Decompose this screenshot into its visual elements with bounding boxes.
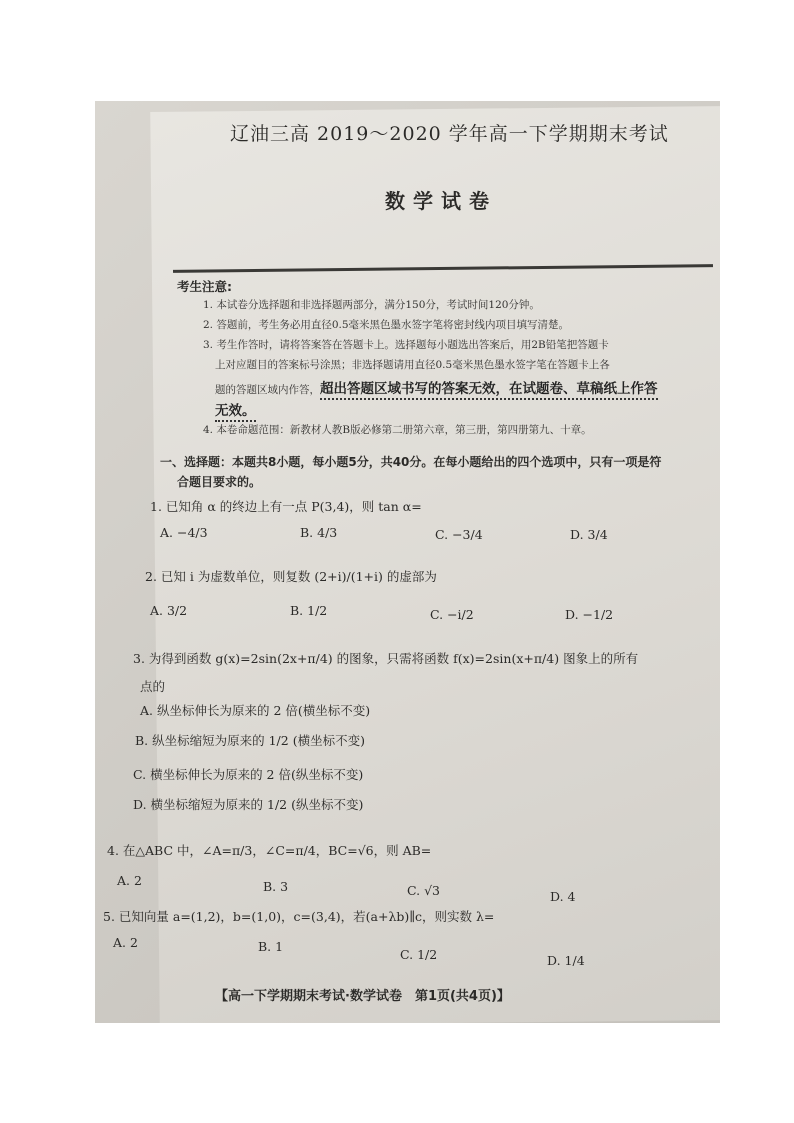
notice-heading: 考生注意: (177, 279, 232, 294)
q2-option-c: C. −i/2 (430, 607, 474, 622)
q4-option-c: C. √3 (407, 883, 440, 898)
q5-option-a: A. 2 (113, 935, 138, 950)
q1-option-a: A. −4/3 (160, 525, 208, 540)
notice-item-3d-emphasis: 无效。 (215, 403, 256, 422)
notice-item-3c-text: 题的答题区域内作答， (215, 384, 320, 396)
q1-option-b: B. 4/3 (300, 525, 338, 540)
q5-option-c: C. 1/2 (400, 947, 438, 962)
q4-stem: 4. 在△ABC 中，∠A=π/3，∠C=π/4，BC=√6，则 AB= (107, 843, 432, 858)
q2-option-b: B. 1/2 (290, 603, 328, 618)
q3-option-c: C. 横坐标伸长为原来的 2 倍(纵坐标不变) (133, 767, 364, 782)
notice-item-3a: 3. 考生作答时，请将答案答在答题卡上。选择题每小题选出答案后，用2B铅笔把答题卡 (203, 339, 609, 351)
notice-item-3d (215, 399, 256, 419)
section1-heading-line1: 一、选择题：本题共8小题，每小题5分，共40分。在每小题给出的四个选项中，只有一项是符 (160, 455, 662, 469)
q5-option-b: B. 1 (258, 939, 284, 954)
q2-option-d: D. −1/2 (565, 607, 614, 622)
subject-title: 数学试卷 (385, 189, 497, 213)
q4-option-d: D. 4 (550, 889, 576, 904)
q2-option-a: A. 3/2 (150, 603, 188, 618)
q3-stem-line1: 3. 为得到函数 g(x)=2sin(2x+π/4) 的图象，只需将函数 f(x)=2sin(x+π/4) 图象上的所有 (133, 651, 639, 666)
notice-item-1: 1. 本试卷分选择题和非选择题两部分，满分150分，考试时间120分钟。 (203, 299, 540, 311)
q3-option-a: A. 纵坐标伸长为原来的 2 倍(横坐标不变) (140, 703, 371, 718)
section1-heading-line2: 合题目要求的。 (177, 475, 262, 489)
notice-item-3c-emphasis: 超出答题区域书写的答案无效，在试题卷、草稿纸上作答 (320, 381, 658, 400)
q4-option-a: A. 2 (117, 873, 142, 888)
q5-stem: 5. 已知向量 a=(1,2)，b=(1,0)，c=(3,4)，若(a+λb)∥c，则实数 λ= (103, 909, 495, 924)
q1-option-c: C. −3/4 (435, 527, 483, 542)
q4-option-b: B. 3 (263, 879, 289, 894)
q3-option-b: B. 纵坐标缩短为原来的 1/2 (横坐标不变) (135, 733, 365, 748)
q3-stem-line2: 点的 (140, 679, 166, 694)
q3-option-d: D. 横坐标缩短为原来的 1/2 (纵坐标不变) (133, 797, 364, 812)
notice-item-3b: 上对应题目的答案标号涂黑；非选择题请用直径0.5毫米黑色墨水签字笔在答题卡上各 (215, 359, 610, 371)
exam-title: 辽油三高 2019～2020 学年高一下学期期末考试 (230, 123, 669, 145)
q1-option-d: D. 3/4 (570, 527, 608, 542)
q5-option-d: D. 1/4 (547, 953, 585, 968)
notice-item-2: 2. 答题前，考生务必用直径0.5毫米黑色墨水签字笔将密封线内项目填写清楚。 (203, 319, 570, 331)
notice-item-4: 4. 本卷命题范围：新教材人教B版必修第二册第六章，第三册，第四册第九、十章。 (203, 424, 592, 436)
notice-item-3c (215, 377, 658, 397)
exam-photo (95, 101, 720, 1023)
page-footer: 【高一下学期期末考试·数学试卷 第1页(共4页)】 (215, 989, 510, 1004)
q2-stem: 2. 已知 i 为虚数单位，则复数 (2+i)/(1+i) 的虚部为 (145, 569, 437, 584)
q1-stem: 1. 已知角 α 的终边上有一点 P(3,4)，则 tan α= (150, 499, 422, 514)
